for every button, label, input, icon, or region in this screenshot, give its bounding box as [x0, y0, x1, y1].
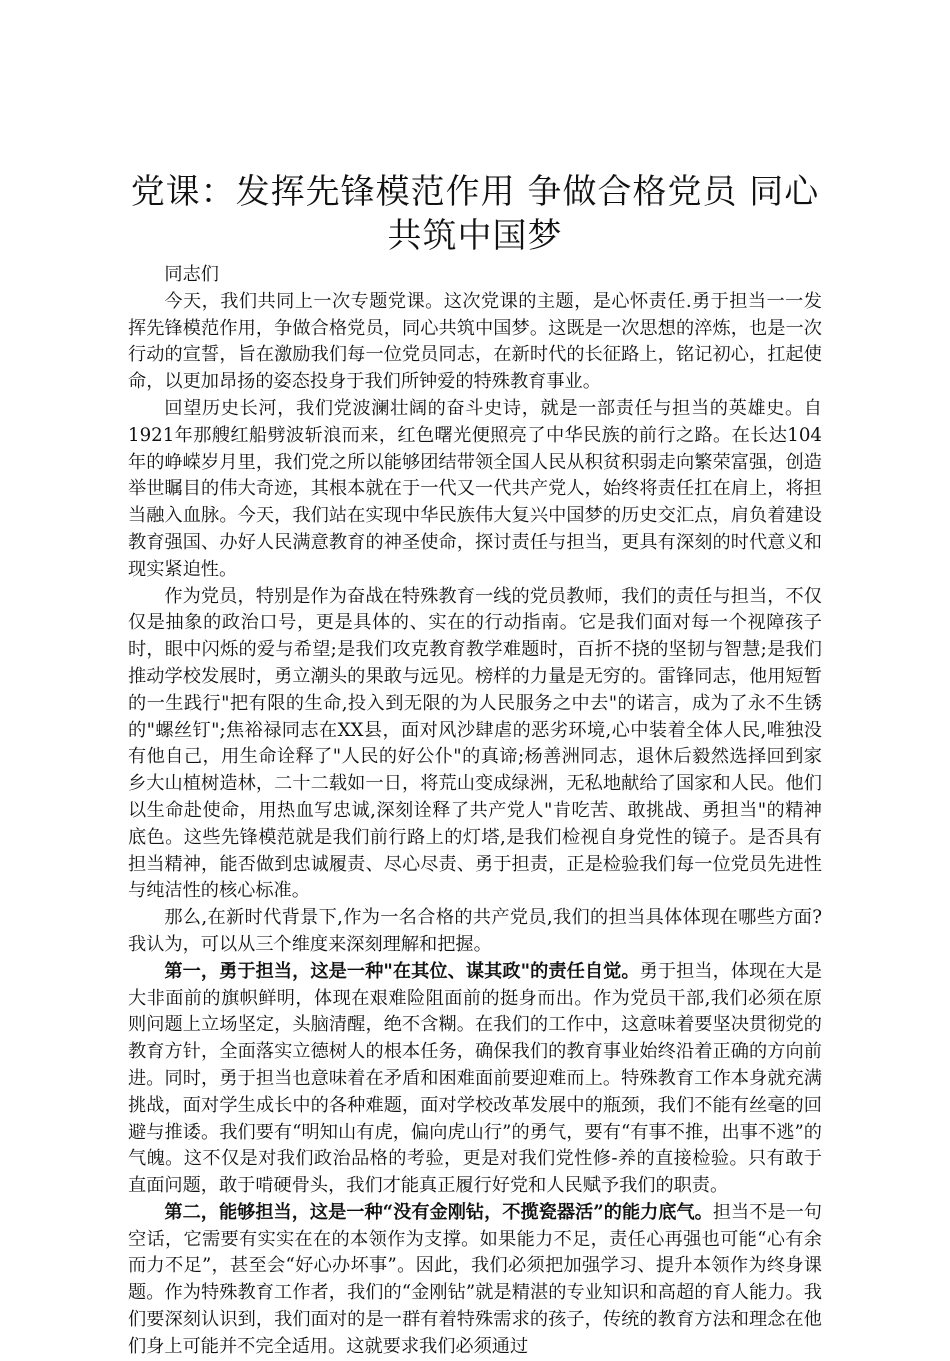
paragraph: [128, 1200, 822, 1361]
paragraph-text: 今天，我们共同上一次专题党课。这次党课的主题，是心怀责任.勇于担当一一发挥先锋模范作用，争做合格党员，同心共筑中国梦。这既是一次思想的淬炼，也是一次行动的宣誓，旨在激励我们每一位党员同志，在新时代的长征路上，铭记初心，扛起使命，以更加昂扬的姿态投身于我们所钟爱的特殊教育事业。: [128, 290, 822, 393]
paragraph-text: 回望历史长河，我们党波澜壮阔的奋斗史诗，就是一部责任与担当的英雄史。自1921年那艘红船劈波斩浪而来，红色曙光便照亮了中华民族的前行之路。在长达104年的峥嵘岁月里，我们党之所以能够团结带领全国人民从积贫积弱走向繁荣富强，创造举世瞩目的伟大奇迹，其根本就在于一代又一代共产党人，始终将责任扛在肩上，将担当融入血脉。今天，我们站在实现中华民族伟大复兴中国梦的历史交汇点，肩负着建设教育强国、办好人民满意教育的神圣使命，探讨责任与担当，更具有深刻的时代意义和现实紧迫性。: [128, 397, 822, 580]
paragraph: [128, 289, 822, 396]
paragraph-text: 担当不是一句空话，它需要有实实在在的本领作为支撑。如果能力不足，责任心再强也可能“心有余而力不足”，甚至会“好心办坏事”。因此，我们必须把加强学习、提升本领作为终身课题。作为特殊教育工作者，我们的“金刚钻”就是精湛的专业知识和高超的育人能力。我们要深刻认识到，我们面对的是一群有着特殊需求的孩子，传统的教育方法和理念在他们身上可能并不完全适用。这就要求我们必须通过: [128, 1201, 822, 1357]
paragraph-text: 作为党员，特别是作为奋战在特殊教育一线的党员教师，我们的责任与担当，不仅仅是抽象的政治口号，更是具体的、实在的行动指南。它是我们面对每一个视障孩子时，眼中闪烁的爱与希望;是我们攻克教育教学难题时，百折不挠的坚韧与智慧;是我们推动学校发展时，勇立潮头的果敢与远见。榜样的力量是无穷的。雷锋同志，他用短暂的一生践行"把有限的生命,投入到无限的为人民服务之中去"的诺言，成为了永不生锈的"螺丝钉";焦裕禄同志在XX县，面对风沙肆虐的恶劣环境,心中装着全体人民,唯独没有他自己，用生命诠释了"人民的好公仆"的真谛;杨善洲同志，退休后毅然选择回到家乡大山植树造林，二十二载如一日，将荒山变成绿洲，无私地献给了国家和人民。他们以生命赴使命，用热血写忠诚,深刻诠释了共产党人"肯吃苦、敢挑战、勇担当"的精神底色。这些先锋模范就是我们前行路上的灯塔,是我们检视自身党性的镜子。是否具有担当精神，能否做到忠诚履责、尽心尽责、勇于担责，正是检验我们每一位党员先进性与纯洁性的核心标准。: [128, 585, 822, 902]
greeting: 同志们: [164, 264, 219, 285]
document-page: [128, 170, 822, 1361]
paragraph: [128, 959, 822, 1200]
paragraph-text: 那么,在新时代背景下,作为一名合格的共产党员,我们的担当具体体现在哪些方面?我认为，可以从三个维度来深刻理解和把握。: [128, 907, 822, 955]
paragraph: [128, 396, 822, 584]
paragraph: [128, 584, 822, 906]
paragraph-text: 勇于担当，体现在大是大非面前的旗帜鲜明，体现在艰难险阻面前的挺身而出。作为党员干部,我们必须在原则问题上立场坚定，头脑清醒，绝不含糊。在我们的工作中，这意味着要坚决贯彻党的教育方针，全面落实立德树人的根本任务，确保我们的教育事业始终沿着正确的方向前进。同时，勇于担当也意味着在矛盾和困难面前要迎难而上。特殊教育工作本身就充满挑战，面对学生成长中的各种难题，面对学校改革发展中的瓶颈，我们不能有丝毫的回避与推诿。我们要有“明知山有虎，偏向虎山行”的勇气，要有“有事不推，出事不逃”的气魄。这不仅是对我们政治品格的考验，更是对我们党性修-养的直接检验。只有敢于直面问题，敢于啃硬骨头，我们才能真正履行好党和人民赋予我们的职责。: [128, 960, 822, 1197]
paragraph-lead: 第二，能够担当，这是一种“没有金刚钻，不揽瓷器活”的能力底气。: [164, 1201, 713, 1223]
paragraph: [128, 905, 822, 959]
paragraph-lead: 第一，勇于担当，这是一种"在其位、谋其政"的责任自觉。: [164, 960, 640, 982]
document-title: 党课：发挥先锋模范作用 争做合格党员 同心共筑中国梦: [130, 172, 820, 256]
